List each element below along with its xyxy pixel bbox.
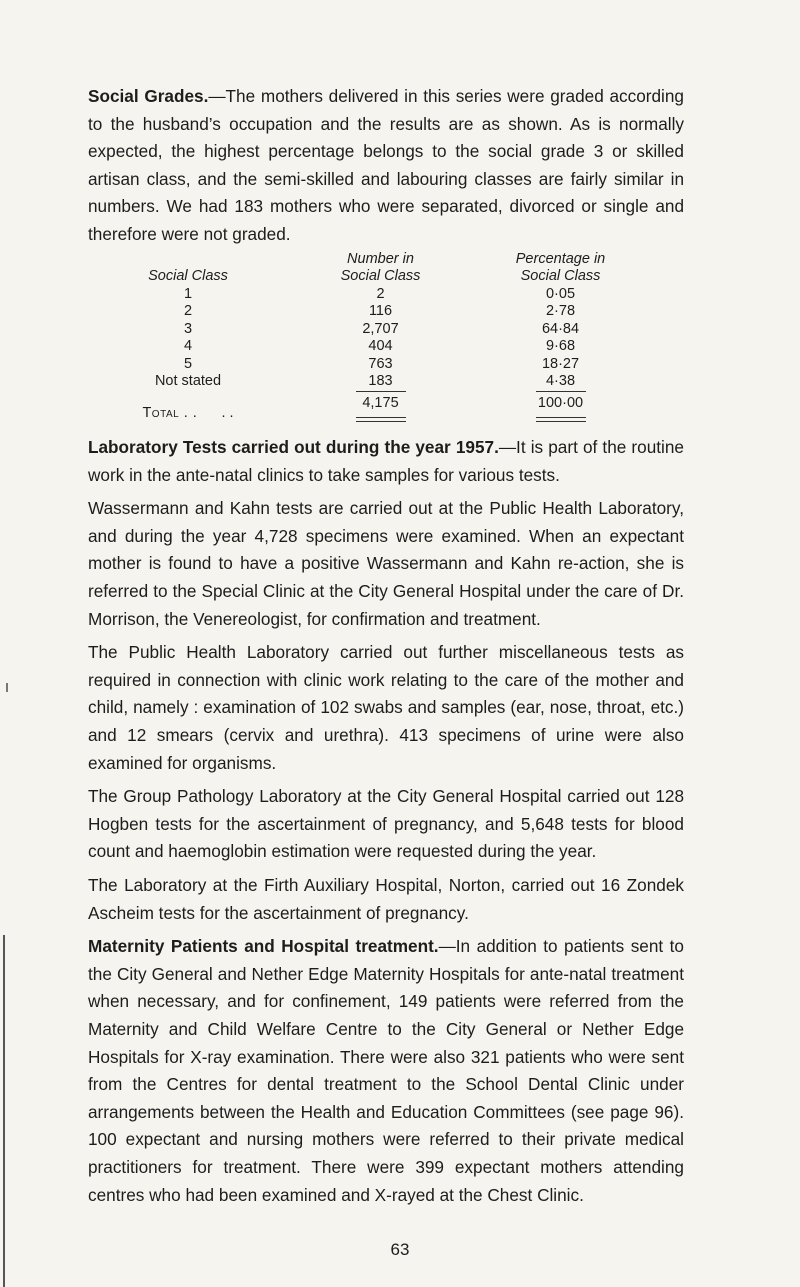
page-number: 63: [390, 1240, 410, 1259]
table-header-row: [88, 251, 648, 286]
wassermann-paragraph: Wassermann and Kahn tests are carried out at the Public Health Laboratory, and during the year 4,728 specimens were examined. When an expectant mother is found to have a positive Wassermann and Kahn re-action, she is referred to the Special Clinic at the City General Hospital under the care of Dr. Morrison, the Venereologist, for confirmation and treatment.: [88, 498, 684, 629]
double-rule: [536, 417, 586, 422]
laboratory-tests-paragraph: [88, 434, 684, 489]
table-row: 2 116 2·78: [183, 303, 576, 320]
total-percentage: 100·00: [473, 391, 648, 423]
header-social-class: Social Class: [148, 268, 228, 285]
social-grades-heading: Social Grades.: [88, 86, 209, 106]
header-number: Number in Social Class: [340, 250, 421, 285]
miscellaneous-tests-paragraph: The Public Health Laboratory carried out further miscellaneous tests as required in connection with clinic work relating to the care of the mother and child, namely : examination of 102 swabs and samples (ear, nose, throat, etc.) and 12 smears (cervix and urethra). 413 specimens of urine were also examined for organisms.: [88, 642, 684, 773]
laboratory-tests-heading: Laboratory Tests carried out during the year 1957.: [88, 437, 499, 458]
table-row: Not stated 183 4·38: [154, 373, 576, 390]
social-class-table: [88, 251, 648, 423]
margin-mark: [6, 683, 8, 692]
social-grades-text: —The mothers delivered in this series were graded according to the husband’s occupation and the results are as shown. As is normally expected, the highest percentage belongs to the social grade 3 or skilled artisan class, and the semi-skilled and labouring classes are fairly similar in numbers. We had 183 mothers who were separated, divorced or single and therefore were not graded.: [88, 86, 684, 244]
header-percentage: Percentage in Social Class: [515, 250, 606, 285]
table-row: 4 404 9·68: [183, 338, 576, 355]
table-row: 3 2,707 64·84: [183, 320, 580, 337]
document-page: [88, 83, 684, 1209]
binding-edge-line: [3, 935, 5, 1287]
total-number: 4,175: [288, 391, 473, 423]
maternity-patients-text: —In addition to patients sent to the City General and Nether Edge Maternity Hospitals for ante-natal treatment when necessary, and for confinement, 149 patients were referred from the Maternity and Child Welfare Centre to the City General or Nether Edge Hospitals for X-ray examination. There were also 321 patients who were sent from the Centres for dental treatment to the School Dental Clinic under arrangements between the Health and Education Committees (see page 96). 100 expectant and nursing mothers were referred to their private medical practitioners for treatment. There were 399 expectant mothers attending centres who had been examined and X-rayed at the Chest Clinic.: [88, 936, 684, 1205]
maternity-patients-paragraph: [88, 933, 684, 1209]
double-rule: [356, 417, 406, 422]
firth-hospital-paragraph: The Laboratory at the Firth Auxiliary Hospital, Norton, carried out 16 Zondek Ascheim tests for the ascertainment of pregnancy.: [88, 874, 684, 923]
laboratory-tests-text: —It is part of the routine work in the ante-natal clinics to take samples for various tests.: [88, 437, 684, 485]
group-pathology-paragraph: The Group Pathology Laboratory at the City General Hospital carried out 128 Hogben tests for the ascertainment of pregnancy, and 5,648 tests for blood count and haemoglobin estimation were requested during the year.: [88, 786, 684, 862]
table-row: 1 2 0·05: [183, 285, 576, 302]
total-label: Total . . . .: [142, 404, 234, 421]
table-total-row: [88, 391, 648, 423]
social-grades-paragraph: [88, 83, 684, 249]
table-row: 5 763 18·27: [183, 355, 580, 372]
maternity-patients-heading: Maternity Patients and Hospital treatment.: [88, 936, 439, 957]
